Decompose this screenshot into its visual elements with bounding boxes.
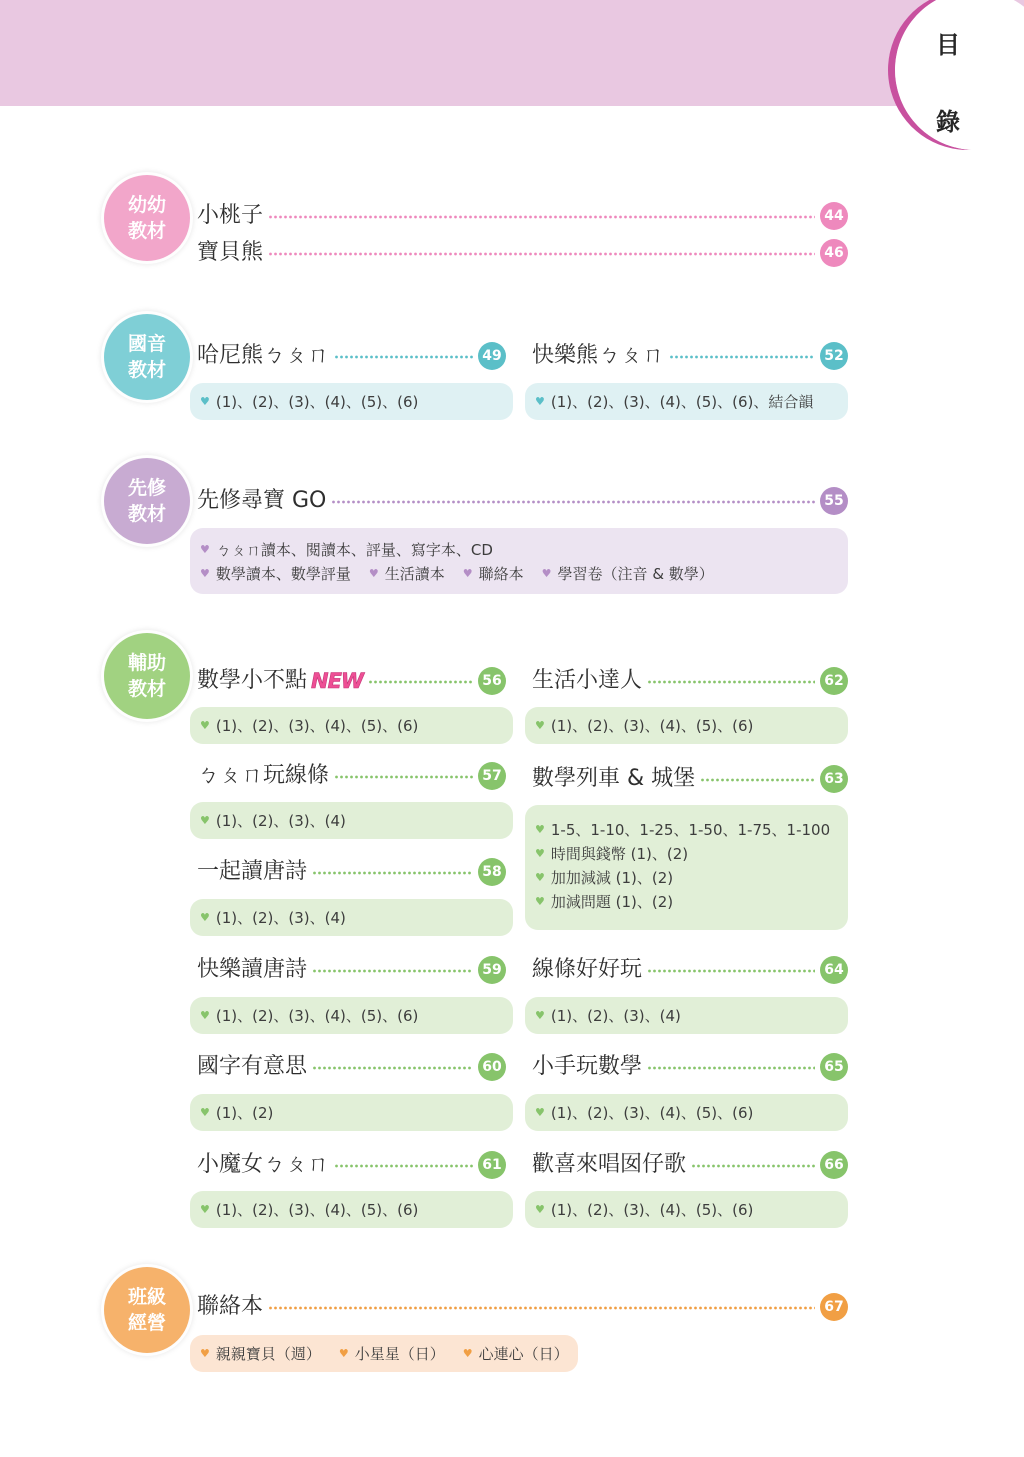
sub-item-panel xyxy=(190,899,513,936)
category-label-line: 幼幼 xyxy=(127,194,166,216)
entry-title: 小手玩數學 xyxy=(532,1054,643,1079)
sub-item-text: (1)、(2) xyxy=(215,1104,274,1122)
category-circle-youyou xyxy=(104,175,190,261)
heart-icon xyxy=(535,720,545,731)
entry-title: 數學小不點 xyxy=(197,668,308,693)
page-number-badge: 64 xyxy=(820,956,848,984)
category-label-line: 教材 xyxy=(127,359,166,381)
sub-item-panel xyxy=(190,997,513,1034)
sub-item xyxy=(200,714,418,738)
sub-item-text: (1)、(2)、(3)、(4)、(5)、(6) xyxy=(215,1201,419,1219)
sub-item xyxy=(200,1101,273,1125)
sub-item xyxy=(535,889,848,913)
entry-title: 數學列車 & 城堡 xyxy=(532,766,696,791)
header-banner xyxy=(0,0,1024,106)
sub-item-text: (1)、(2)、(3)、(4)、(5)、(6) xyxy=(215,1007,419,1025)
sub-item-panel xyxy=(190,1335,578,1372)
heart-icon xyxy=(463,568,473,579)
category-label-line: 教材 xyxy=(127,678,166,700)
dot-leader xyxy=(312,969,473,973)
heart-icon xyxy=(369,568,379,579)
entry-title: 歡喜來唱囡仔歌 xyxy=(532,1152,687,1177)
page-title-char-bottom: 錄 xyxy=(936,108,960,136)
sub-item xyxy=(535,865,848,889)
sub-item xyxy=(200,390,418,414)
sub-item-text: 學習卷（注音 & 數學） xyxy=(557,564,714,583)
category-circle-fuzhu xyxy=(104,633,190,719)
heart-icon xyxy=(200,1107,210,1118)
sub-item-text: (1)、(2)、(3)、(4) xyxy=(215,909,346,927)
page-number-badge: 56 xyxy=(478,667,506,695)
sub-item-panel xyxy=(190,802,513,839)
heart-icon xyxy=(535,824,545,835)
category-circle-banji xyxy=(104,1267,190,1353)
sub-item xyxy=(535,714,753,738)
dot-leader xyxy=(669,355,815,359)
page-number-badge: 65 xyxy=(820,1053,848,1081)
sub-item xyxy=(542,563,714,584)
sub-item-panel xyxy=(190,383,513,420)
page-number-badge: 58 xyxy=(478,858,506,886)
sub-item-text: 數學讀本、數學評量 xyxy=(215,564,351,583)
entry-title: 一起讀唐詩 xyxy=(197,859,308,884)
entry-title: 寶貝熊 xyxy=(197,240,264,265)
page-number-badge: 55 xyxy=(820,487,848,515)
sub-item-line xyxy=(200,561,848,585)
heart-icon xyxy=(200,912,210,923)
sub-item-panel xyxy=(525,707,848,744)
toc-entry xyxy=(197,666,506,696)
sub-item xyxy=(200,1198,418,1222)
category-label-line: 經營 xyxy=(127,1312,166,1334)
sub-item xyxy=(369,563,445,584)
page-number-badge: 59 xyxy=(478,956,506,984)
dot-leader xyxy=(334,355,473,359)
dot-leader xyxy=(268,215,815,219)
sub-item xyxy=(200,539,493,560)
page-number-badge: 52 xyxy=(820,342,848,370)
toc-entry xyxy=(532,1150,848,1180)
entry-title: 先修尋寶 GO xyxy=(197,488,327,513)
sub-item-text: (1)、(2)、(3)、(4)、(5)、(6)、結合韻 xyxy=(550,393,814,411)
heart-icon xyxy=(535,1010,545,1021)
sub-item-text: (1)、(2)、(3)、(4) xyxy=(215,812,346,830)
sub-item-panel xyxy=(525,383,848,420)
entry-title: 小魔女ㄅㄆㄇ xyxy=(197,1152,330,1177)
sub-item-panel xyxy=(525,805,848,930)
sub-item-text: (1)、(2)、(3)、(4)、(5)、(6) xyxy=(215,393,419,411)
sub-item xyxy=(535,817,848,841)
category-label-line: 輔助 xyxy=(127,652,166,674)
category-circle-guoyin xyxy=(104,314,190,400)
heart-icon xyxy=(535,1204,545,1215)
sub-item xyxy=(535,390,813,414)
toc-entry xyxy=(197,1052,506,1082)
entry-title: 快樂熊ㄅㄆㄇ xyxy=(532,343,665,368)
category-label-line: 先修 xyxy=(127,477,166,499)
toc-entry xyxy=(532,341,848,371)
heart-icon xyxy=(200,396,210,407)
sub-item-line xyxy=(200,537,848,561)
heart-icon xyxy=(200,720,210,731)
heart-icon xyxy=(535,1107,545,1118)
entry-title: 線條好好玩 xyxy=(532,957,643,982)
sub-item-text: ㄅㄆㄇ讀本、閱讀本、評量、寫字本、CD xyxy=(215,540,493,559)
heart-icon xyxy=(535,896,545,907)
page-title-char-top: 目 xyxy=(936,31,960,59)
page-number-badge: 46 xyxy=(820,239,848,267)
toc-entry xyxy=(197,857,506,887)
sub-item-panel xyxy=(190,707,513,744)
entry-title: ㄅㄆㄇ玩線條 xyxy=(197,763,330,788)
sub-item xyxy=(535,1198,753,1222)
page-number-badge: 63 xyxy=(820,765,848,793)
sub-item-panel xyxy=(525,997,848,1034)
category-label-line: 國音 xyxy=(127,333,166,355)
sub-item-text: 1-5、1-10、1-25、1-50、1-75、1-100 xyxy=(550,820,831,839)
sub-item xyxy=(200,1004,418,1028)
sub-item-panel xyxy=(190,1191,513,1228)
entry-title: 快樂讀唐詩 xyxy=(197,957,308,982)
toc-entry xyxy=(197,761,506,791)
sub-item-text: 小星星（日） xyxy=(354,1345,445,1363)
dot-leader xyxy=(700,778,815,782)
sub-item xyxy=(535,1004,681,1028)
dot-leader xyxy=(647,1066,815,1070)
new-tag: NEW xyxy=(311,669,364,693)
dot-leader xyxy=(268,1306,815,1310)
category-label-line: 班級 xyxy=(127,1286,166,1308)
dot-leader xyxy=(691,1164,815,1168)
heart-icon xyxy=(463,1348,473,1359)
heart-icon xyxy=(200,1010,210,1021)
page-number-badge: 62 xyxy=(820,667,848,695)
toc-entry xyxy=(532,955,848,985)
dot-leader xyxy=(368,680,473,684)
toc-entry xyxy=(197,486,848,516)
page-number-badge: 67 xyxy=(820,1293,848,1321)
sub-item xyxy=(200,906,346,930)
sub-item-panel xyxy=(190,1094,513,1131)
entry-title: 國字有意思 xyxy=(197,1054,308,1079)
page-number-badge: 60 xyxy=(478,1053,506,1081)
heart-icon xyxy=(200,1204,210,1215)
heart-icon xyxy=(339,1348,349,1359)
dot-leader xyxy=(312,1066,473,1070)
sub-item-text: (1)、(2)、(3)、(4)、(5)、(6) xyxy=(215,717,419,735)
page-number-badge: 57 xyxy=(478,762,506,790)
category-label-line: 教材 xyxy=(127,220,166,242)
page-number-badge: 44 xyxy=(820,202,848,230)
sub-item-text: 加減問題 (1)、(2) xyxy=(550,892,674,911)
heart-icon xyxy=(535,848,545,859)
sub-item-panel xyxy=(525,1191,848,1228)
toc-entry xyxy=(197,1150,506,1180)
toc-entry xyxy=(532,1052,848,1082)
sub-item xyxy=(200,1343,321,1364)
sub-item xyxy=(535,1101,753,1125)
toc-entry xyxy=(532,666,848,696)
entry-title: 小桃子 xyxy=(197,203,264,228)
category-circle-xianxiu xyxy=(104,458,190,544)
dot-leader xyxy=(647,969,815,973)
heart-icon xyxy=(542,568,552,579)
heart-icon xyxy=(535,396,545,407)
sub-item xyxy=(339,1343,445,1364)
dot-leader xyxy=(312,871,473,875)
sub-item xyxy=(463,563,524,584)
sub-item-text: (1)、(2)、(3)、(4)、(5)、(6) xyxy=(550,717,754,735)
dot-leader xyxy=(647,680,815,684)
entry-title: 生活小達人 xyxy=(532,668,643,693)
sub-item xyxy=(200,809,346,833)
heart-icon xyxy=(200,568,210,579)
entry-title: 聯絡本 xyxy=(197,1294,264,1319)
dot-leader xyxy=(334,775,473,779)
toc-entry xyxy=(197,955,506,985)
sub-item-text: (1)、(2)、(3)、(4) xyxy=(550,1007,681,1025)
page-number-badge: 49 xyxy=(478,342,506,370)
sub-item-panel xyxy=(190,528,848,594)
toc-entry xyxy=(197,1292,848,1322)
dot-leader xyxy=(331,500,815,504)
sub-item-panel xyxy=(525,1094,848,1131)
heart-icon xyxy=(535,872,545,883)
heart-icon xyxy=(200,544,210,555)
sub-item-text: (1)、(2)、(3)、(4)、(5)、(6) xyxy=(550,1201,754,1219)
sub-item-text: 生活讀本 xyxy=(384,564,445,583)
heart-icon xyxy=(200,1348,210,1359)
heart-icon xyxy=(200,815,210,826)
page-number-badge: 66 xyxy=(820,1151,848,1179)
corner-tab xyxy=(880,0,1024,170)
entry-title: 哈尼熊ㄅㄆㄇ xyxy=(197,343,330,368)
sub-item-text: 時間與錢幣 (1)、(2) xyxy=(550,844,689,863)
sub-item-text: 聯絡本 xyxy=(478,564,524,583)
toc-entry xyxy=(532,764,848,794)
dot-leader xyxy=(268,252,815,256)
toc-entry xyxy=(197,238,848,268)
sub-item xyxy=(200,563,351,584)
sub-item-text: (1)、(2)、(3)、(4)、(5)、(6) xyxy=(550,1104,754,1122)
sub-item-text: 親親寶貝（週） xyxy=(215,1345,321,1363)
page-number-badge: 61 xyxy=(478,1151,506,1179)
sub-item-text: 加加減減 (1)、(2) xyxy=(550,868,674,887)
sub-item xyxy=(535,841,848,865)
sub-item-text: 心連心（日） xyxy=(478,1345,569,1363)
category-label-line: 教材 xyxy=(127,503,166,525)
dot-leader xyxy=(334,1164,473,1168)
toc-entry xyxy=(197,201,848,231)
toc-entry xyxy=(197,341,506,371)
sub-item xyxy=(463,1343,569,1364)
